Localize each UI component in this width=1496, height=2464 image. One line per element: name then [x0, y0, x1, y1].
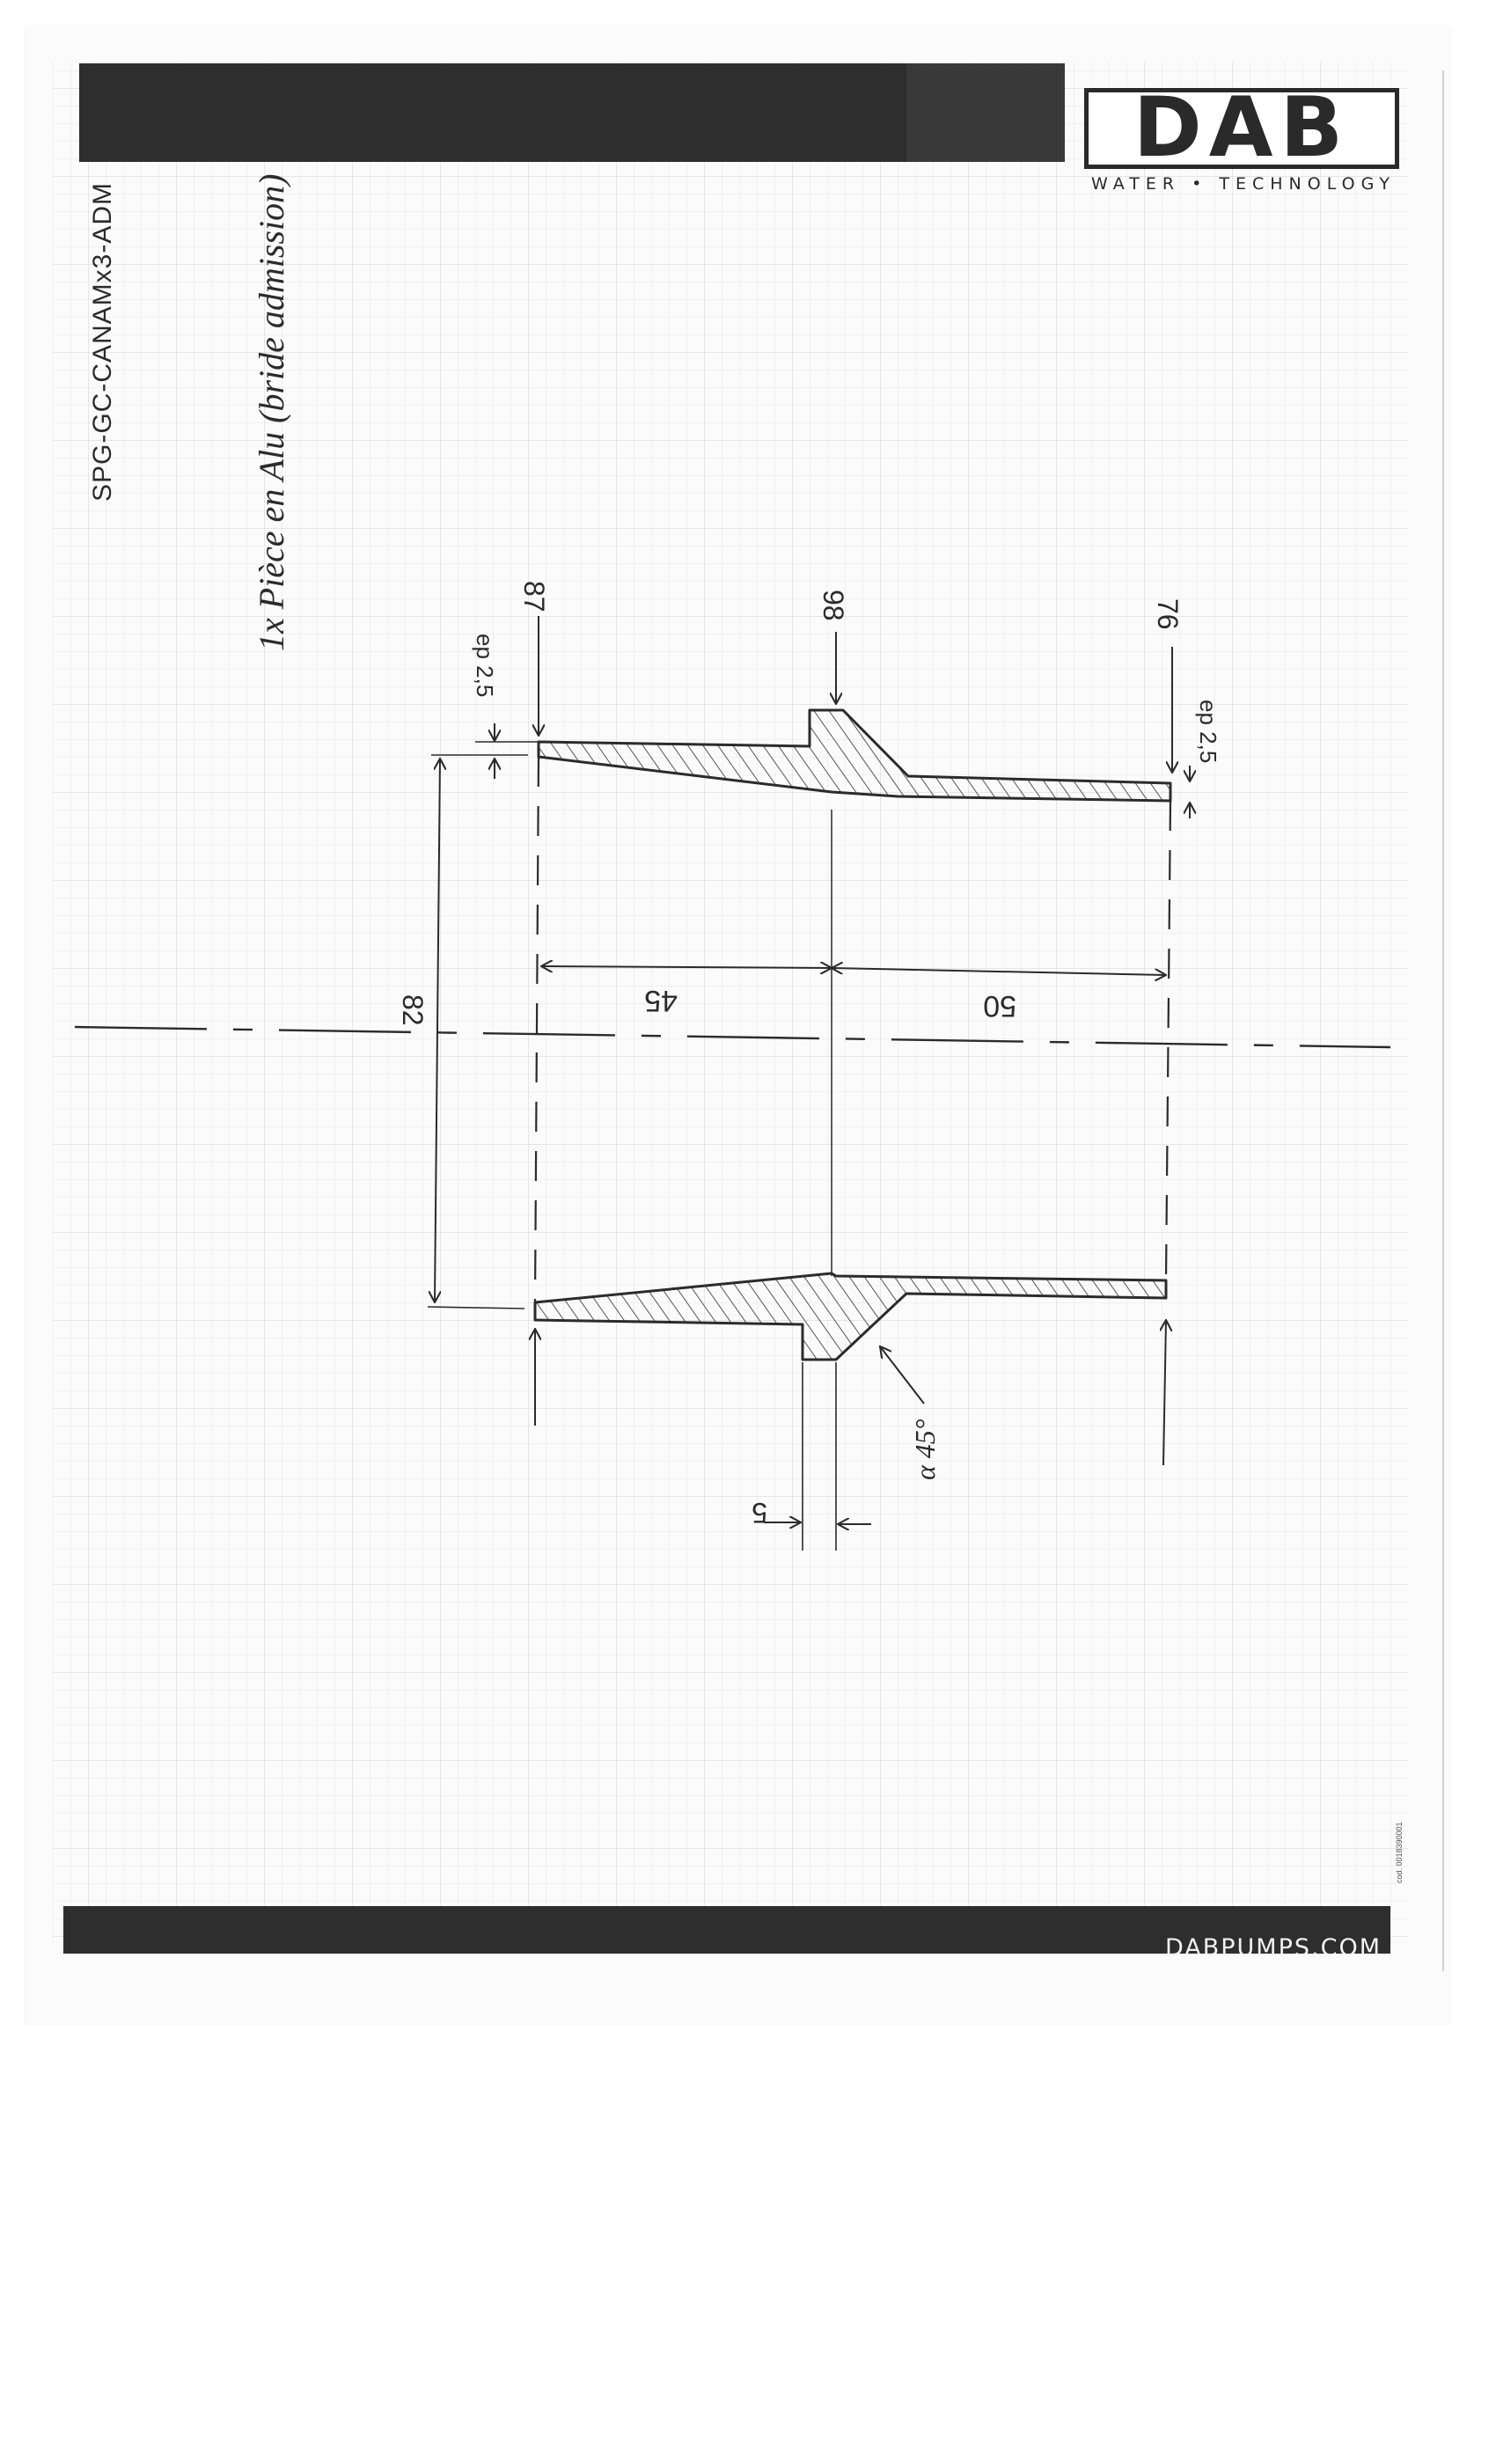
angle-label: α 45°	[909, 1419, 941, 1480]
part-title: 1x Pièce en Alu (bride admission)	[252, 173, 291, 651]
header-band-fade	[906, 63, 1065, 162]
dim-76-label: 76	[1152, 598, 1184, 630]
dim-50-label: 50	[983, 989, 1016, 1023]
dim-45-label: 45	[644, 984, 678, 1017]
footer-url: DABPUMPS.COM	[1164, 1934, 1382, 1962]
brand-logo-text: DAB	[1133, 80, 1351, 176]
reference-code: SPG-GC-CANAMx3-ADM	[88, 181, 117, 502]
dim-5-label: 5	[752, 1497, 767, 1529]
dim-87-label: 87	[518, 581, 550, 612]
thickness-top-label: ep 2,5	[472, 634, 498, 698]
document-code: cod. 0018390001	[1395, 1822, 1404, 1883]
brand-tagline: WATER • TECHNOLOGY	[1091, 174, 1396, 194]
dab-logo	[1084, 80, 1399, 176]
dim-82-label: 82	[397, 994, 429, 1026]
thickness-bottom-label: ep 2,5	[1195, 700, 1221, 764]
dim-98-label: 98	[818, 590, 849, 621]
